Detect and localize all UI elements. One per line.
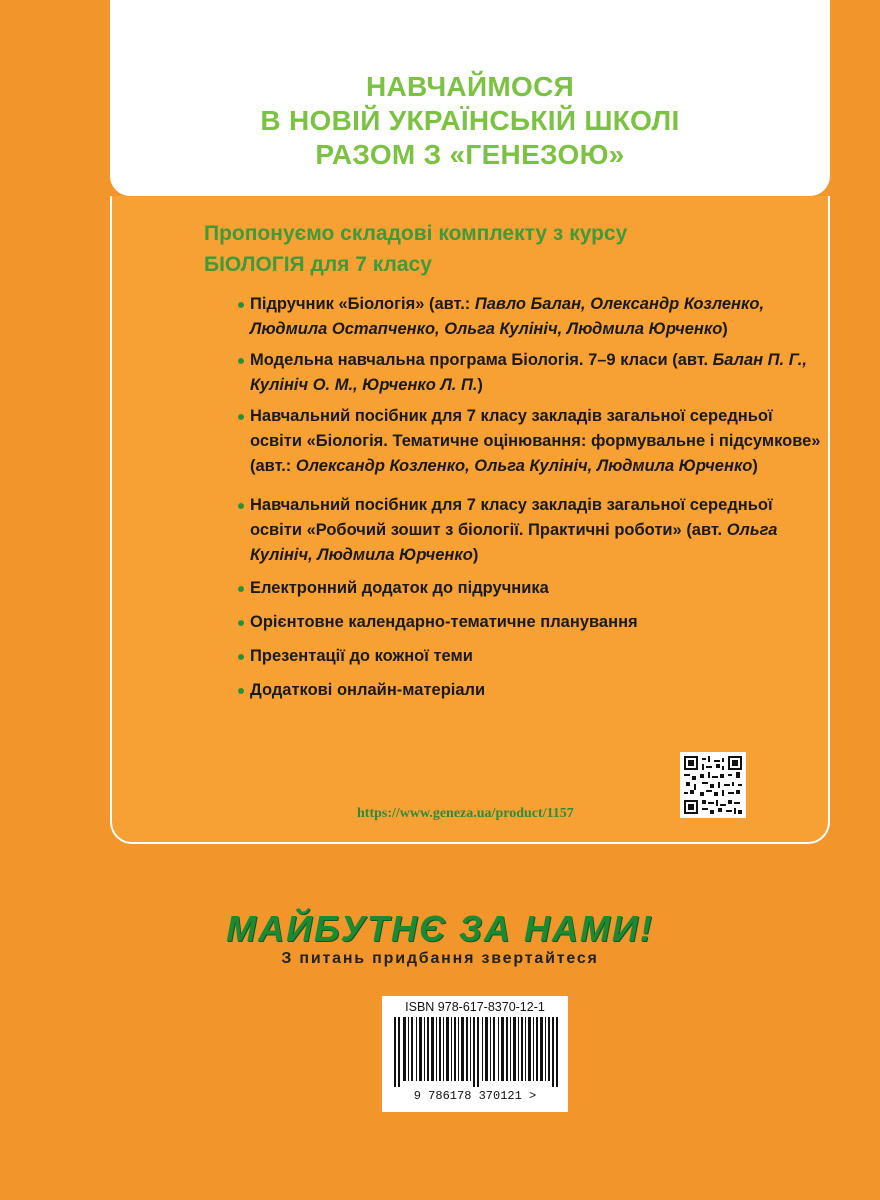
item-text: Навчальний посібник для 7 класу закладів загальної середньої освіти «Біологія. Тематичне оцінювання: формувальне і підсумкове» (авт.: — [250, 407, 821, 475]
item-text: Електронний додаток до підручника — [250, 579, 549, 597]
item-tail: ) — [722, 320, 728, 338]
item-authors: Балан П. Г., Кулініч О. М., Юрченко Л. П. — [250, 351, 807, 394]
item-authors: Олександр Козленко, Ольга Кулініч, Людмила Юрченко — [295, 457, 753, 475]
qr-code-icon — [680, 752, 746, 818]
header-line-3: РАЗОМ З «ГЕНЕЗОЮ» — [315, 139, 625, 170]
item-text: Навчальний посібник для 7 класу закладів загальної середньої освіти «Робочий зошит з біології. Практичні роботи» (авт. — [250, 496, 773, 539]
list-item — [238, 292, 828, 342]
kit-components-list — [238, 292, 828, 703]
item-text: Підручник «Біологія» (авт.: — [250, 295, 475, 313]
header-line-2: В НОВІЙ УКРАЇНСЬКІЙ ШКОЛІ — [260, 105, 680, 136]
list-item — [238, 576, 828, 601]
list-item — [238, 644, 828, 669]
list-item — [238, 678, 828, 703]
item-text: Додаткові онлайн-матеріали — [250, 681, 486, 699]
content-panel — [110, 196, 830, 844]
intro-line-2: для 7 класу — [304, 253, 432, 276]
list-item — [238, 404, 828, 479]
ean-digits: 9 786178 370121 > — [413, 1089, 537, 1103]
list-item — [238, 348, 828, 398]
intro-line-1: Пропонуємо складові комплекту з курсу — [204, 222, 628, 245]
header-line-1: НАВЧАЙМОСЯ — [365, 71, 575, 102]
barcode-icon — [392, 1017, 558, 1087]
product-url-link[interactable]: https://www.geneza.ua/product/1157 — [357, 806, 574, 821]
item-text: Орієнтовне календарно-тематичне планування — [250, 613, 638, 631]
isbn-text: ISBN 978-617-8370-12-1 — [405, 1000, 545, 1014]
item-tail: ) — [477, 376, 483, 394]
header-panel — [110, 0, 830, 196]
item-text: Презентації до кожної теми — [250, 647, 473, 665]
purchase-note: З питань придбання звертайтеся — [281, 950, 599, 967]
item-tail: ) — [472, 546, 479, 564]
slogan: МАЙБУТНЄ ЗА НАМИ! — [226, 908, 654, 949]
intro-subject: БІОЛОГІЯ — [204, 253, 305, 276]
item-authors: Павло Балан, Олександр Козленко, Людмила Остапченко, Ольга Кулініч, Людмила Юрченко — [250, 295, 765, 338]
list-item — [238, 493, 828, 568]
item-text: Модельна навчальна програма Біологія. 7–9 класи (авт. — [250, 351, 713, 369]
intro-text — [204, 218, 804, 280]
list-item — [238, 610, 828, 635]
item-authors: Ольга Кулініч, Людмила Юрченко — [250, 521, 778, 564]
item-tail: ) — [752, 457, 758, 475]
barcode-box — [382, 996, 568, 1112]
